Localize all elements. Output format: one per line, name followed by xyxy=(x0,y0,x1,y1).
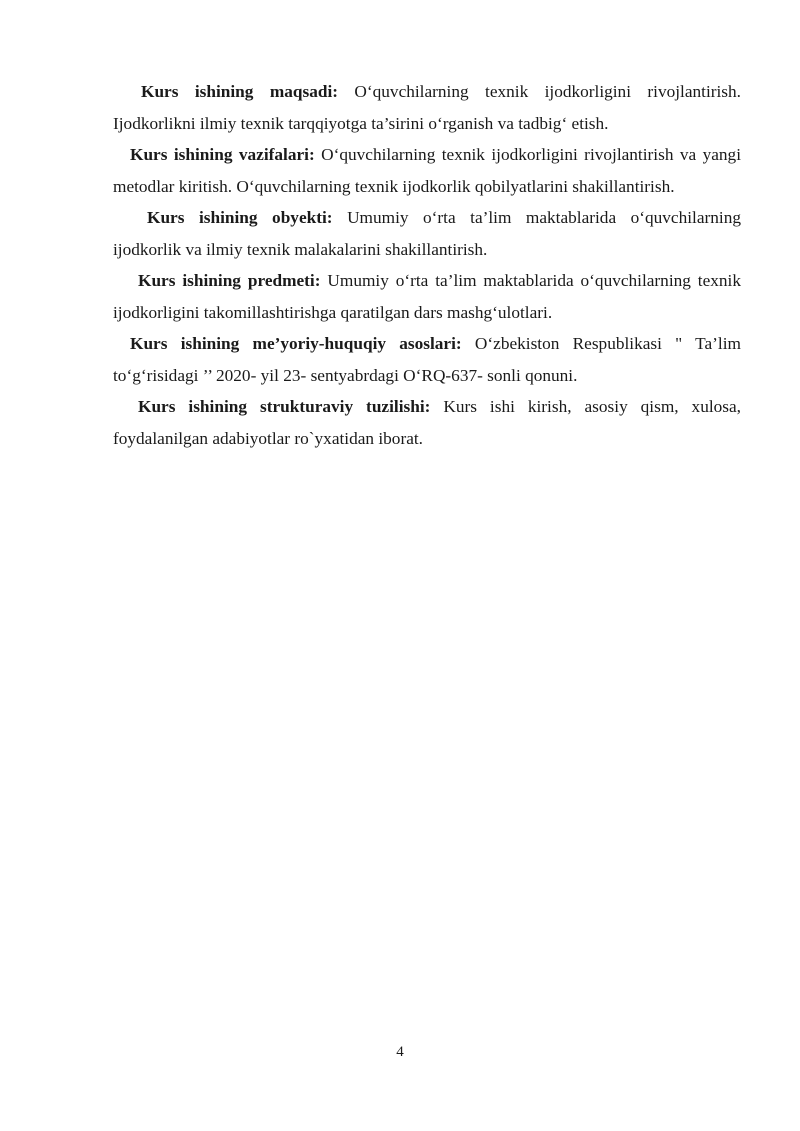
paragraph-text: O‘quvchilarning texnik ijodkorligini rivojlantirish va yangi metodlar kiritish. O‘quvchilarning texnik ijodkorlik qobilyatlarini shakillantirish. xyxy=(113,145,741,196)
paragraph-maqsadi xyxy=(113,76,741,139)
paragraph-lead: Kurs ishining maqsadi: xyxy=(141,82,339,101)
paragraph-obyekti xyxy=(113,202,741,265)
page-body xyxy=(113,76,741,454)
paragraph-predmeti xyxy=(113,265,741,328)
paragraph-text: Umumiy o‘rta ta’lim maktablarida o‘quvchilarning ijodkorlik va ilmiy texnik malakalarini shakillantirish. xyxy=(113,208,741,259)
paragraph-text: Umumiy o‘rta ta’lim maktablarida o‘quvchilarning texnik ijodkorligini takomillashtirishga qaratilgan dars mashg‘ulotlari. xyxy=(113,271,741,322)
paragraph-lead: Kurs ishining me’yoriy-huquqiy asoslari: xyxy=(130,334,462,353)
paragraph-lead: Kurs ishining obyekti: xyxy=(147,208,333,227)
paragraph-strukturaviy-tuzilishi xyxy=(113,391,741,454)
paragraph-text: Kurs ishi kirish, asosiy qism, xulosa, foydalanilgan adabiyotlar ro`yxatidan iborat. xyxy=(113,397,741,448)
paragraph-vazifalari xyxy=(113,139,741,202)
paragraph-huquqiy-asoslari xyxy=(113,328,741,391)
paragraph-text: O‘zbekiston Respublikasi " Ta’lim to‘g‘risidagi ’’ 2020- yil 23- sentyabrdagi O‘RQ-637- sonli qonuni. xyxy=(113,334,741,385)
paragraph-lead: Kurs ishining vazifalari: xyxy=(130,145,315,164)
paragraph-lead: Kurs ishining predmeti: xyxy=(138,271,321,290)
page-number: 4 xyxy=(396,1044,404,1060)
paragraph-lead: Kurs ishining strukturaviy tuzilishi: xyxy=(138,397,431,416)
paragraph-text: O‘quvchilarning texnik ijodkorligini rivojlantirish. Ijodkorlikni ilmiy texnik tarqqiyotga ta’sirini o‘rganish va tadbig‘ etish. xyxy=(113,82,741,133)
